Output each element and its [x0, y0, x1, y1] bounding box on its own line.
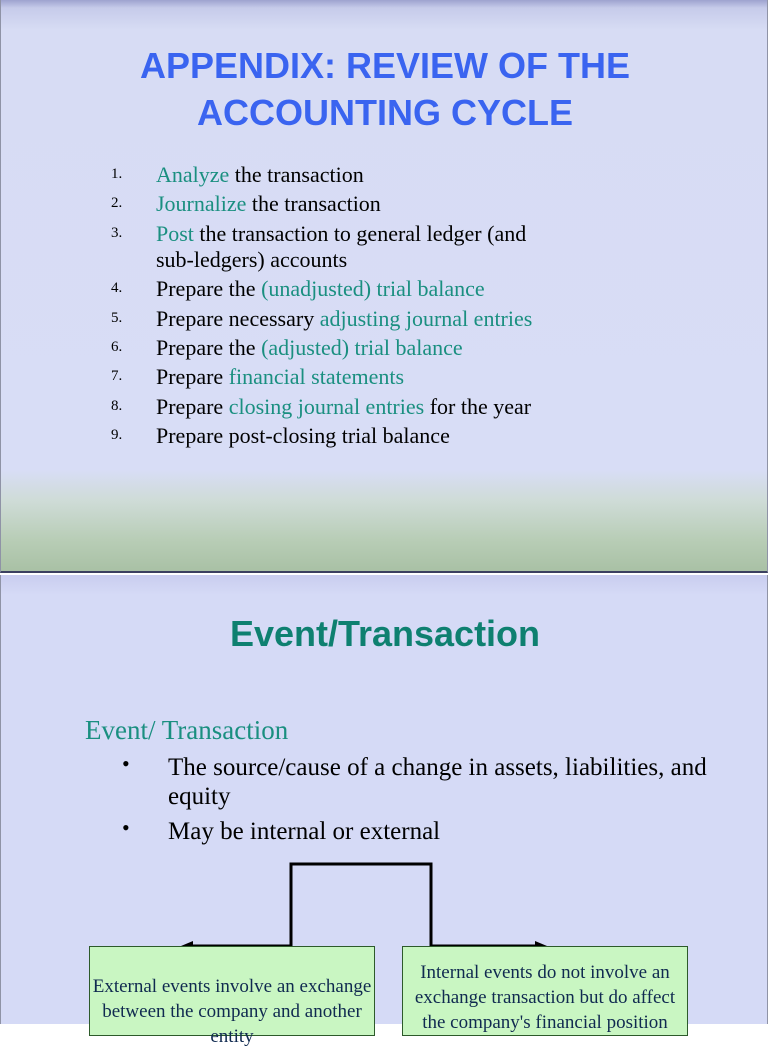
- slide-title: Event/Transaction: [229, 613, 541, 654]
- step-pre: Prepare: [156, 364, 229, 389]
- step-highlight: Analyze: [156, 162, 230, 187]
- step-number: 4.: [111, 280, 123, 296]
- step-number: 6.: [111, 339, 123, 355]
- step-highlight: financial statements: [228, 364, 405, 389]
- bullet-icon: •: [122, 815, 130, 840]
- section-heading: Event/ Transaction: [85, 715, 289, 745]
- step-number: 8.: [111, 398, 123, 414]
- step-text: [156, 191, 616, 217]
- step-post: for the year: [424, 394, 532, 419]
- step-number: 7.: [111, 368, 123, 384]
- step-text: [156, 335, 616, 361]
- slide-title: APPENDIX: REVIEW OF THE ACCOUNTING CYCLE: [139, 45, 631, 133]
- step-pre: Prepare the: [156, 276, 262, 301]
- step-text: [156, 364, 616, 390]
- step-pre: Prepare: [156, 394, 229, 419]
- step-highlight: closing journal entries: [228, 394, 425, 419]
- step-text: [156, 221, 616, 273]
- step-highlight: Journalize: [156, 191, 247, 216]
- step-highlight: adjusting journal entries: [319, 306, 533, 331]
- step-text: [156, 423, 616, 449]
- bullet-text: May be internal or external: [168, 818, 441, 845]
- bullet-text: The source/cause of a change in assets, liabilities, and equity: [168, 754, 707, 810]
- step-number: 3.: [111, 225, 123, 241]
- step-highlight: (unadjusted) trial balance: [261, 276, 485, 301]
- step-post: the transaction: [246, 191, 381, 216]
- step-highlight: (adjusted) trial balance: [261, 335, 463, 360]
- step-number: 5.: [111, 310, 123, 326]
- internal-events-box: Internal events do not involve an exchange transaction but do affect the company's financial position: [402, 946, 688, 1036]
- step-pre: Prepare the: [156, 335, 262, 360]
- step-pre: Prepare post-closing trial balance: [156, 423, 450, 448]
- step-number: 2.: [111, 195, 123, 211]
- step-line2: sub-ledgers) accounts: [156, 247, 348, 272]
- external-events-box: External events involve an exchange between the company and another entity: [89, 946, 375, 1036]
- step-highlight: Post: [156, 221, 194, 246]
- step-post: the transaction: [229, 162, 364, 187]
- step-text: [156, 162, 616, 188]
- step-pre: Prepare necessary: [156, 306, 320, 331]
- step-post: the transaction to general ledger (and: [193, 221, 527, 246]
- step-text: [156, 306, 616, 332]
- step-text: [156, 276, 616, 302]
- bullet-icon: •: [122, 751, 130, 776]
- step-text: [156, 394, 616, 420]
- connector-bracket: [291, 864, 431, 946]
- step-number: 9.: [111, 427, 123, 443]
- step-number: 1.: [111, 166, 123, 182]
- slide-event-transaction: [0, 575, 768, 1047]
- event-type-diagram: [1, 855, 769, 1047]
